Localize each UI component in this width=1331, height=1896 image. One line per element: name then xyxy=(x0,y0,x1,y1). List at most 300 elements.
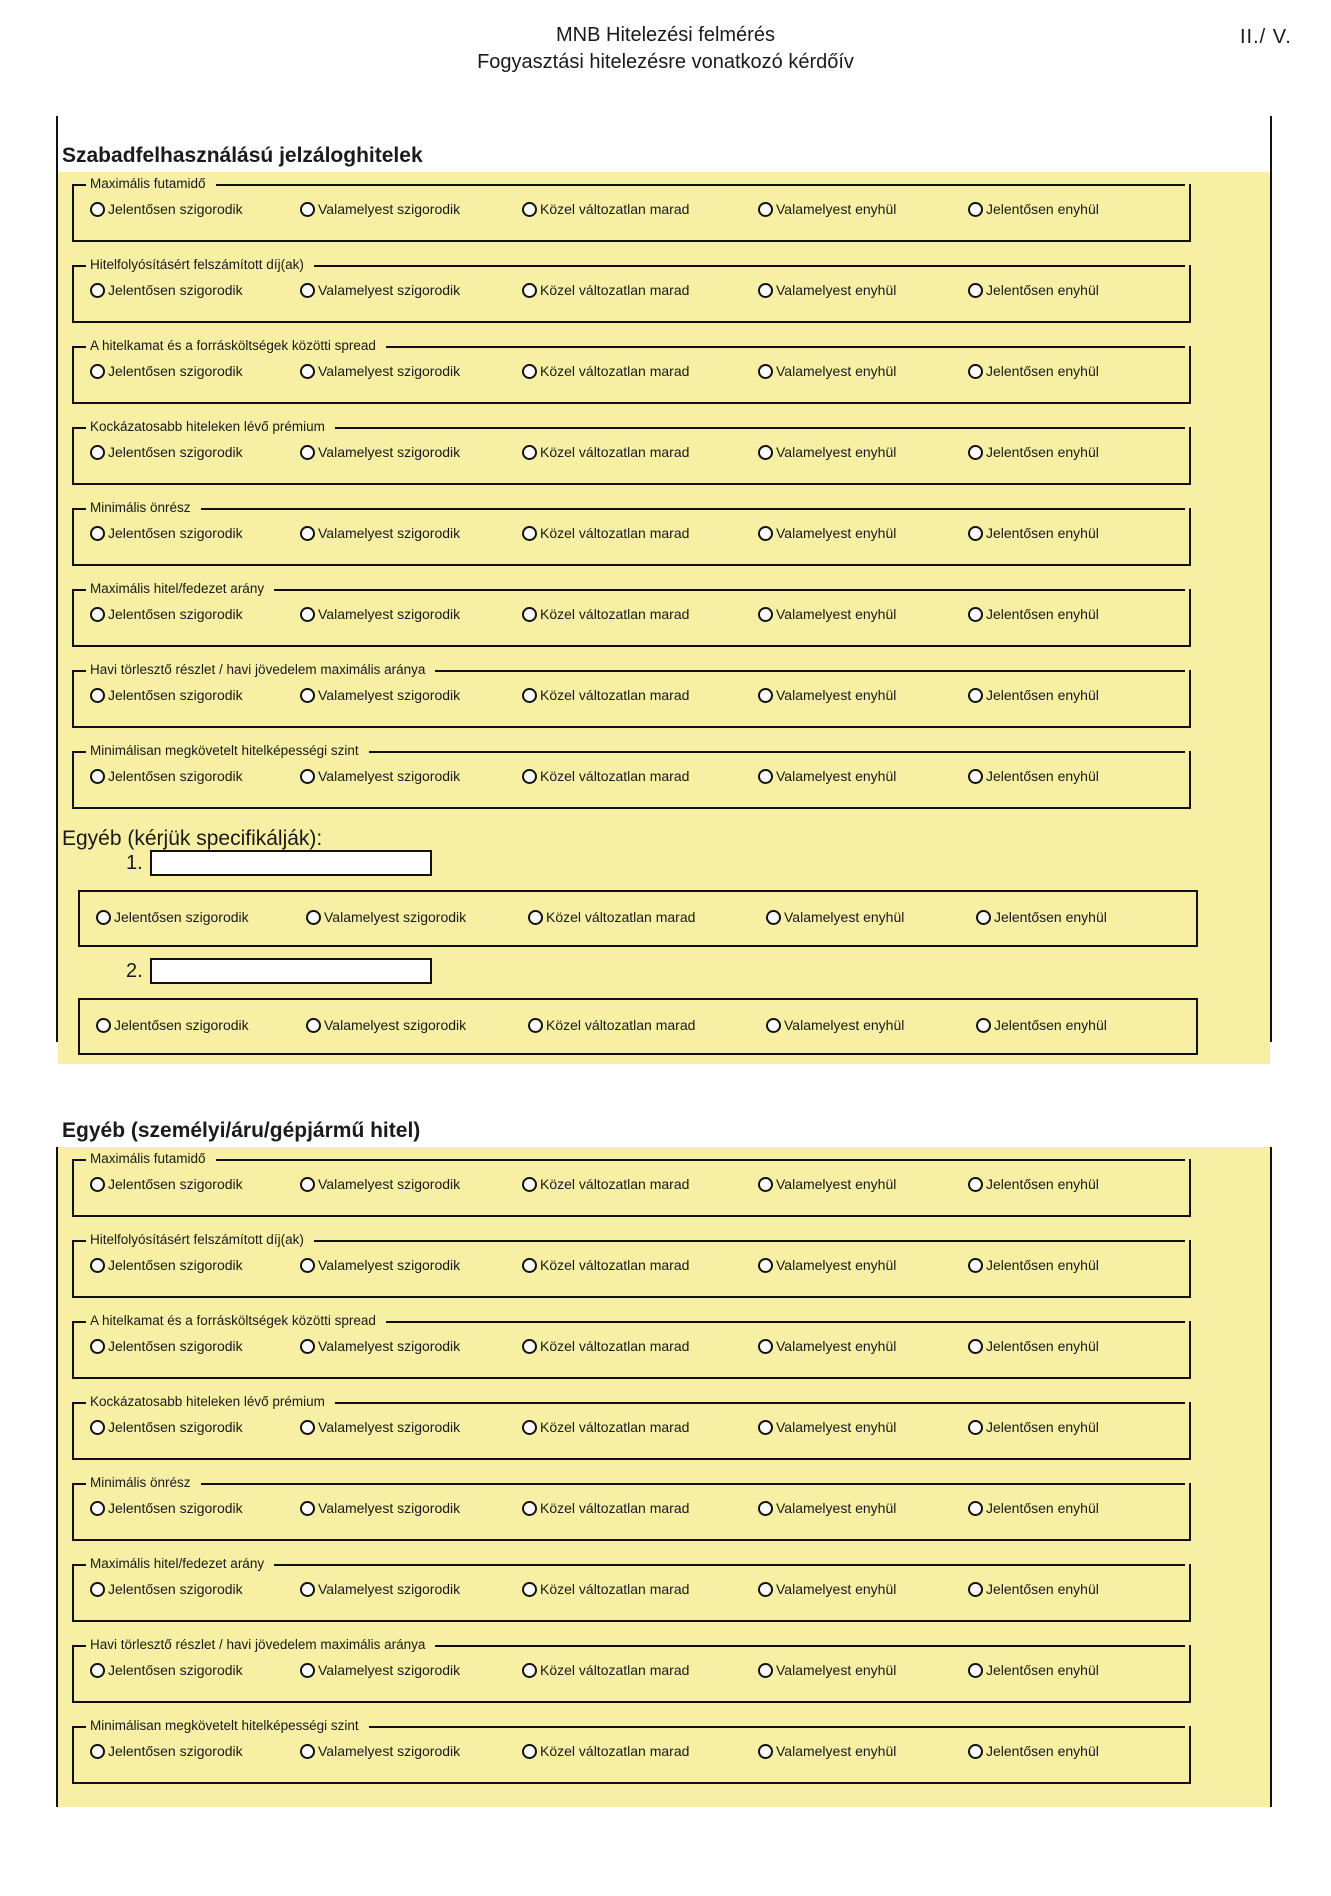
radio-option-label: Közel változatlan marad xyxy=(546,909,696,925)
radio-button-icon[interactable] xyxy=(522,1663,537,1678)
radio-option[interactable] xyxy=(300,1743,460,1759)
group-top-border xyxy=(201,1483,1185,1485)
radio-button-icon[interactable] xyxy=(90,688,105,703)
radio-button-icon[interactable] xyxy=(758,769,773,784)
group-top-border xyxy=(201,508,1185,510)
question-group xyxy=(72,581,1191,647)
radio-option-label: Jelentősen szigorodik xyxy=(108,687,243,703)
radio-option-label: Valamelyest enyhül xyxy=(776,1743,897,1759)
radio-option-label: Közel változatlan marad xyxy=(540,687,690,703)
radio-option-label: Jelentősen szigorodik xyxy=(108,1257,243,1273)
radio-button-icon[interactable] xyxy=(90,1501,105,1516)
radio-option[interactable] xyxy=(522,768,689,784)
radio-button-icon[interactable] xyxy=(758,1582,773,1597)
radio-button-icon[interactable] xyxy=(968,688,983,703)
radio-option-label: Jelentősen szigorodik xyxy=(108,363,243,379)
radio-button-icon[interactable] xyxy=(300,1744,315,1759)
radio-option-label: Jelentősen enyhül xyxy=(986,201,1099,217)
radio-option[interactable] xyxy=(90,1662,243,1678)
radio-option[interactable] xyxy=(758,606,896,622)
radio-option[interactable] xyxy=(758,687,896,703)
radio-option[interactable] xyxy=(528,909,695,925)
radio-option[interactable] xyxy=(300,1662,460,1678)
other-specify-input-1[interactable] xyxy=(150,850,432,876)
survey-subtitle: Fogyasztási hitelezésre vonatkozó kérdőív xyxy=(477,51,854,73)
radio-option[interactable] xyxy=(758,1419,896,1435)
radio-button-icon[interactable] xyxy=(968,607,983,622)
radio-option-label: Valamelyest szigorodik xyxy=(318,606,461,622)
radio-option-label: Jelentősen szigorodik xyxy=(108,1419,243,1435)
radio-option[interactable] xyxy=(522,1257,689,1273)
group-top-border xyxy=(74,751,86,753)
group-top-border xyxy=(74,1402,86,1404)
radio-option-label: Jelentősen szigorodik xyxy=(108,1338,243,1354)
radio-option[interactable] xyxy=(522,363,689,379)
group-top-border xyxy=(435,1645,1185,1647)
other-specify-input-2[interactable] xyxy=(150,958,432,984)
radio-option-label: Jelentősen szigorodik xyxy=(108,201,243,217)
radio-option[interactable] xyxy=(968,1662,1099,1678)
radio-button-icon[interactable] xyxy=(300,364,315,379)
radio-button-icon[interactable] xyxy=(522,607,537,622)
question-label: Havi törlesztő részlet / havi jövedelem maximális aránya xyxy=(90,1636,433,1654)
radio-button-icon[interactable] xyxy=(90,769,105,784)
radio-button-icon[interactable] xyxy=(522,1501,537,1516)
radio-option-label: Valamelyest szigorodik xyxy=(318,768,461,784)
radio-button-icon[interactable] xyxy=(522,445,537,460)
radio-option-label: Közel változatlan marad xyxy=(540,282,690,298)
radio-option-label: Jelentősen enyhül xyxy=(986,525,1099,541)
question-label: Kockázatosabb hiteleken lévő prémium xyxy=(90,418,333,436)
radio-button-icon[interactable] xyxy=(758,607,773,622)
question-label: Hitelfolyósításért felszámított díj(ak) xyxy=(90,1231,312,1249)
radio-option[interactable] xyxy=(300,282,460,298)
radio-button-icon[interactable] xyxy=(90,283,105,298)
radio-option[interactable] xyxy=(528,1017,695,1033)
radio-button-icon[interactable] xyxy=(968,1582,983,1597)
section-title: Szabadfelhasználású jelzáloghitelek xyxy=(62,144,423,167)
radio-button-icon[interactable] xyxy=(758,1744,773,1759)
question-group xyxy=(72,1556,1191,1622)
radio-option-label: Valamelyest enyhül xyxy=(776,282,897,298)
radio-option[interactable] xyxy=(522,444,689,460)
radio-option[interactable] xyxy=(968,282,1099,298)
radio-option-label: Jelentősen enyhül xyxy=(986,606,1099,622)
question-group xyxy=(72,743,1191,809)
radio-option-label: Jelentősen szigorodik xyxy=(108,1662,243,1678)
radio-option[interactable] xyxy=(522,1176,689,1192)
radio-option[interactable] xyxy=(766,909,904,925)
radio-button-icon[interactable] xyxy=(758,688,773,703)
question-group xyxy=(72,1718,1191,1784)
radio-option[interactable] xyxy=(90,525,243,541)
group-top-border xyxy=(74,1726,86,1728)
radio-option-label: Valamelyest enyhül xyxy=(776,201,897,217)
radio-button-icon[interactable] xyxy=(758,445,773,460)
radio-button-icon[interactable] xyxy=(976,910,991,925)
radio-button-icon[interactable] xyxy=(90,1258,105,1273)
radio-option[interactable] xyxy=(968,201,1099,217)
radio-option-label: Valamelyest szigorodik xyxy=(318,1662,461,1678)
radio-option[interactable] xyxy=(968,768,1099,784)
radio-option-label: Közel változatlan marad xyxy=(540,525,690,541)
radio-button-icon[interactable] xyxy=(522,688,537,703)
radio-button-icon[interactable] xyxy=(522,769,537,784)
radio-option[interactable] xyxy=(96,1017,249,1033)
radio-option[interactable] xyxy=(968,1581,1099,1597)
group-top-border xyxy=(74,346,86,348)
question-label: Minimális önrész xyxy=(90,499,199,517)
group-top-border xyxy=(274,589,1185,591)
radio-button-icon[interactable] xyxy=(758,1258,773,1273)
radio-button-icon[interactable] xyxy=(522,364,537,379)
radio-button-icon[interactable] xyxy=(766,910,781,925)
radio-option[interactable] xyxy=(522,606,689,622)
question-label: Minimálisan megkövetelt hitelképességi szint xyxy=(90,1717,367,1735)
radio-option-label: Valamelyest szigorodik xyxy=(318,201,461,217)
radio-button-icon[interactable] xyxy=(300,1339,315,1354)
radio-option-label: Valamelyest enyhül xyxy=(776,1176,897,1192)
section-body xyxy=(58,172,1270,1064)
question-group xyxy=(72,1475,1191,1541)
radio-button-icon[interactable] xyxy=(968,1258,983,1273)
other-options-group-1 xyxy=(78,890,1198,947)
radio-option-label: Valamelyest enyhül xyxy=(776,525,897,541)
radio-option-label: Valamelyest enyhül xyxy=(776,1338,897,1354)
radio-option[interactable] xyxy=(968,1419,1099,1435)
group-top-border xyxy=(274,1564,1185,1566)
radio-option-label: Közel változatlan marad xyxy=(540,1662,690,1678)
radio-button-icon[interactable] xyxy=(96,1018,111,1033)
other-item-number: 2. xyxy=(126,960,143,982)
question-group xyxy=(72,176,1191,242)
radio-option[interactable] xyxy=(758,1581,896,1597)
radio-option[interactable] xyxy=(522,1419,689,1435)
radio-option[interactable] xyxy=(522,282,689,298)
radio-button-icon[interactable] xyxy=(300,769,315,784)
group-top-border xyxy=(74,508,86,510)
radio-button-icon[interactable] xyxy=(968,526,983,541)
group-top-border xyxy=(335,427,1185,429)
radio-button-icon[interactable] xyxy=(300,1582,315,1597)
radio-button-icon[interactable] xyxy=(522,1420,537,1435)
radio-button-icon[interactable] xyxy=(522,1177,537,1192)
radio-option[interactable] xyxy=(90,363,243,379)
radio-button-icon[interactable] xyxy=(968,364,983,379)
radio-button-icon[interactable] xyxy=(306,1018,321,1033)
radio-option[interactable] xyxy=(306,1017,466,1033)
question-label: Havi törlesztő részlet / havi jövedelem maximális aránya xyxy=(90,661,433,679)
radio-option[interactable] xyxy=(90,444,243,460)
radio-option-label: Jelentősen szigorodik xyxy=(114,909,249,925)
radio-option[interactable] xyxy=(758,201,896,217)
radio-option[interactable] xyxy=(300,1581,460,1597)
radio-option-label: Jelentősen enyhül xyxy=(986,1662,1099,1678)
radio-option[interactable] xyxy=(300,201,460,217)
radio-option[interactable] xyxy=(968,687,1099,703)
radio-option[interactable] xyxy=(300,444,460,460)
radio-button-icon[interactable] xyxy=(300,688,315,703)
radio-option-label: Közel változatlan marad xyxy=(540,201,690,217)
radio-option-label: Közel változatlan marad xyxy=(540,768,690,784)
radio-option[interactable] xyxy=(300,525,460,541)
radio-button-icon[interactable] xyxy=(522,283,537,298)
radio-option-label: Valamelyest szigorodik xyxy=(318,1257,461,1273)
radio-button-icon[interactable] xyxy=(522,1258,537,1273)
radio-button-icon[interactable] xyxy=(300,526,315,541)
radio-option-label: Közel változatlan marad xyxy=(540,1176,690,1192)
radio-option-label: Jelentősen enyhül xyxy=(986,1743,1099,1759)
radio-option[interactable] xyxy=(300,1176,460,1192)
question-label: Maximális hitel/fedezet arány xyxy=(90,580,272,598)
radio-option[interactable] xyxy=(300,1257,460,1273)
radio-button-icon[interactable] xyxy=(758,1339,773,1354)
radio-button-icon[interactable] xyxy=(300,1501,315,1516)
radio-button-icon[interactable] xyxy=(968,445,983,460)
radio-button-icon[interactable] xyxy=(90,607,105,622)
radio-button-icon[interactable] xyxy=(758,202,773,217)
radio-option[interactable] xyxy=(300,768,460,784)
radio-option[interactable] xyxy=(300,1338,460,1354)
radio-option-label: Valamelyest szigorodik xyxy=(318,363,461,379)
radio-option[interactable] xyxy=(90,282,243,298)
radio-option-label: Jelentősen enyhül xyxy=(986,1257,1099,1273)
radio-button-icon[interactable] xyxy=(522,1339,537,1354)
radio-button-icon[interactable] xyxy=(758,283,773,298)
radio-button-icon[interactable] xyxy=(90,1420,105,1435)
radio-option-label: Jelentősen szigorodik xyxy=(108,1743,243,1759)
radio-option[interactable] xyxy=(300,606,460,622)
radio-option[interactable] xyxy=(968,1500,1099,1516)
radio-button-icon[interactable] xyxy=(528,1018,543,1033)
radio-button-icon[interactable] xyxy=(968,1663,983,1678)
radio-option-label: Jelentősen enyhül xyxy=(994,909,1107,925)
radio-option[interactable] xyxy=(968,1257,1099,1273)
radio-option-label: Valamelyest enyhül xyxy=(776,768,897,784)
radio-option-label: Közel változatlan marad xyxy=(540,1581,690,1597)
radio-option[interactable] xyxy=(90,687,243,703)
radio-option[interactable] xyxy=(90,1743,243,1759)
radio-option-label: Valamelyest enyhül xyxy=(784,1017,905,1033)
radio-option-label: Valamelyest szigorodik xyxy=(324,909,467,925)
radio-button-icon[interactable] xyxy=(90,202,105,217)
radio-option[interactable] xyxy=(90,606,243,622)
radio-option[interactable] xyxy=(758,363,896,379)
radio-button-icon[interactable] xyxy=(758,364,773,379)
question-group xyxy=(72,1313,1191,1379)
radio-option-label: Jelentősen enyhül xyxy=(986,1338,1099,1354)
radio-button-icon[interactable] xyxy=(758,1501,773,1516)
group-top-border xyxy=(216,184,1185,186)
radio-button-icon[interactable] xyxy=(522,1582,537,1597)
radio-option[interactable] xyxy=(758,444,896,460)
radio-button-icon[interactable] xyxy=(90,1582,105,1597)
radio-button-icon[interactable] xyxy=(90,1744,105,1759)
other-options-group-2 xyxy=(78,998,1198,1055)
radio-button-icon[interactable] xyxy=(306,910,321,925)
group-top-border xyxy=(74,1483,86,1485)
radio-option[interactable] xyxy=(90,1338,243,1354)
radio-option-label: Jelentősen szigorodik xyxy=(114,1017,249,1033)
question-group xyxy=(72,257,1191,323)
radio-option-label: Valamelyest enyhül xyxy=(776,1500,897,1516)
group-top-border xyxy=(435,670,1185,672)
survey-title: MNB Hitelezési felmérés xyxy=(556,24,775,46)
radio-option[interactable] xyxy=(90,1257,243,1273)
group-top-border xyxy=(74,1645,86,1647)
radio-button-icon[interactable] xyxy=(300,1420,315,1435)
radio-option-label: Valamelyest enyhül xyxy=(776,1419,897,1435)
radio-option[interactable] xyxy=(522,201,689,217)
radio-option-label: Közel változatlan marad xyxy=(540,1419,690,1435)
radio-option-label: Jelentősen szigorodik xyxy=(108,1176,243,1192)
radio-option-label: Közel változatlan marad xyxy=(540,444,690,460)
radio-option-label: Közel változatlan marad xyxy=(540,1500,690,1516)
question-label: A hitelkamat és a forrásköltségek közötti spread xyxy=(90,1312,384,1330)
radio-option[interactable] xyxy=(766,1017,904,1033)
radio-button-icon[interactable] xyxy=(968,1177,983,1192)
radio-option[interactable] xyxy=(522,1743,689,1759)
radio-option-label: Valamelyest szigorodik xyxy=(318,282,461,298)
radio-option-label: Jelentősen enyhül xyxy=(986,1500,1099,1516)
radio-option[interactable] xyxy=(758,768,896,784)
radio-button-icon[interactable] xyxy=(522,526,537,541)
radio-button-icon[interactable] xyxy=(968,1339,983,1354)
radio-button-icon[interactable] xyxy=(300,1258,315,1273)
radio-option-label: Jelentősen szigorodik xyxy=(108,282,243,298)
radio-option[interactable] xyxy=(522,1662,689,1678)
radio-option[interactable] xyxy=(90,768,243,784)
radio-option[interactable] xyxy=(306,909,466,925)
question-label: Maximális hitel/fedezet arány xyxy=(90,1555,272,1573)
radio-button-icon[interactable] xyxy=(90,445,105,460)
radio-option[interactable] xyxy=(522,687,689,703)
group-top-border xyxy=(74,670,86,672)
radio-option-label: Közel változatlan marad xyxy=(546,1017,696,1033)
radio-option[interactable] xyxy=(968,444,1099,460)
radio-option[interactable] xyxy=(96,909,249,925)
radio-option[interactable] xyxy=(300,687,460,703)
radio-option[interactable] xyxy=(522,1500,689,1516)
radio-option-label: Jelentősen enyhül xyxy=(986,1176,1099,1192)
section-title: Egyéb (személyi/áru/gépjármű hitel) xyxy=(62,1119,421,1142)
question-label: A hitelkamat és a forrásköltségek közötti spread xyxy=(90,337,384,355)
radio-option[interactable] xyxy=(90,201,243,217)
radio-option[interactable] xyxy=(968,1338,1099,1354)
radio-button-icon[interactable] xyxy=(300,445,315,460)
group-top-border xyxy=(74,184,86,186)
radio-button-icon[interactable] xyxy=(968,1744,983,1759)
radio-button-icon[interactable] xyxy=(300,283,315,298)
radio-button-icon[interactable] xyxy=(758,526,773,541)
question-label: Maximális futamidő xyxy=(90,1150,214,1168)
radio-button-icon[interactable] xyxy=(766,1018,781,1033)
radio-option-label: Jelentősen szigorodik xyxy=(108,1581,243,1597)
radio-button-icon[interactable] xyxy=(522,202,537,217)
radio-option[interactable] xyxy=(300,363,460,379)
radio-option[interactable] xyxy=(522,1338,689,1354)
radio-option-label: Közel változatlan marad xyxy=(540,1338,690,1354)
radio-button-icon[interactable] xyxy=(968,202,983,217)
radio-button-icon[interactable] xyxy=(968,283,983,298)
radio-option[interactable] xyxy=(300,1500,460,1516)
radio-button-icon[interactable] xyxy=(968,769,983,784)
radio-option[interactable] xyxy=(968,363,1099,379)
radio-button-icon[interactable] xyxy=(90,364,105,379)
radio-option[interactable] xyxy=(758,1257,896,1273)
radio-button-icon[interactable] xyxy=(758,1420,773,1435)
radio-option[interactable] xyxy=(90,1581,243,1597)
radio-option[interactable] xyxy=(976,1017,1107,1033)
radio-option[interactable] xyxy=(758,1662,896,1678)
radio-option[interactable] xyxy=(90,1419,243,1435)
radio-button-icon[interactable] xyxy=(968,1501,983,1516)
radio-option-label: Jelentősen enyhül xyxy=(986,687,1099,703)
radio-option[interactable] xyxy=(758,1338,896,1354)
radio-button-icon[interactable] xyxy=(968,1420,983,1435)
radio-option-label: Valamelyest szigorodik xyxy=(318,525,461,541)
radio-button-icon[interactable] xyxy=(758,1663,773,1678)
radio-button-icon[interactable] xyxy=(976,1018,991,1033)
radio-button-icon[interactable] xyxy=(96,910,111,925)
section-body xyxy=(58,1147,1270,1807)
radio-button-icon[interactable] xyxy=(90,1339,105,1354)
radio-option[interactable] xyxy=(522,525,689,541)
radio-option-label: Közel változatlan marad xyxy=(540,1743,690,1759)
radio-button-icon[interactable] xyxy=(90,1177,105,1192)
radio-option-label: Jelentősen enyhül xyxy=(986,444,1099,460)
radio-option[interactable] xyxy=(968,1743,1099,1759)
radio-option-label: Közel változatlan marad xyxy=(540,606,690,622)
radio-option[interactable] xyxy=(968,1176,1099,1192)
radio-option-label: Jelentősen szigorodik xyxy=(108,444,243,460)
radio-option[interactable] xyxy=(968,525,1099,541)
radio-button-icon[interactable] xyxy=(528,910,543,925)
radio-option[interactable] xyxy=(90,1500,243,1516)
radio-option[interactable] xyxy=(758,1743,896,1759)
radio-option[interactable] xyxy=(300,1419,460,1435)
radio-option-label: Valamelyest szigorodik xyxy=(318,1743,461,1759)
radio-button-icon[interactable] xyxy=(300,1663,315,1678)
radio-option-label: Valamelyest szigorodik xyxy=(318,687,461,703)
question-label: Minimális önrész xyxy=(90,1474,199,1492)
question-group xyxy=(72,1151,1191,1217)
radio-button-icon[interactable] xyxy=(300,1177,315,1192)
radio-option[interactable] xyxy=(90,1176,243,1192)
section-mortgage-loans xyxy=(58,142,1270,1064)
radio-option-label: Közel változatlan marad xyxy=(540,1257,690,1273)
section-right-border xyxy=(1270,116,1272,1042)
radio-option[interactable] xyxy=(758,525,896,541)
radio-option[interactable] xyxy=(758,1176,896,1192)
radio-option[interactable] xyxy=(522,1581,689,1597)
question-group xyxy=(72,662,1191,728)
radio-option-label: Jelentősen szigorodik xyxy=(108,606,243,622)
radio-button-icon[interactable] xyxy=(90,1663,105,1678)
radio-button-icon[interactable] xyxy=(522,1744,537,1759)
radio-option[interactable] xyxy=(758,1500,896,1516)
radio-button-icon[interactable] xyxy=(758,1177,773,1192)
radio-option[interactable] xyxy=(968,606,1099,622)
radio-button-icon[interactable] xyxy=(300,607,315,622)
other-label: Egyéb (kérjük specifikálják): xyxy=(62,827,323,850)
radio-option[interactable] xyxy=(758,282,896,298)
radio-button-icon[interactable] xyxy=(300,202,315,217)
group-top-border xyxy=(314,265,1185,267)
radio-button-icon[interactable] xyxy=(90,526,105,541)
radio-option-label: Jelentősen enyhül xyxy=(994,1017,1107,1033)
radio-option[interactable] xyxy=(976,909,1107,925)
